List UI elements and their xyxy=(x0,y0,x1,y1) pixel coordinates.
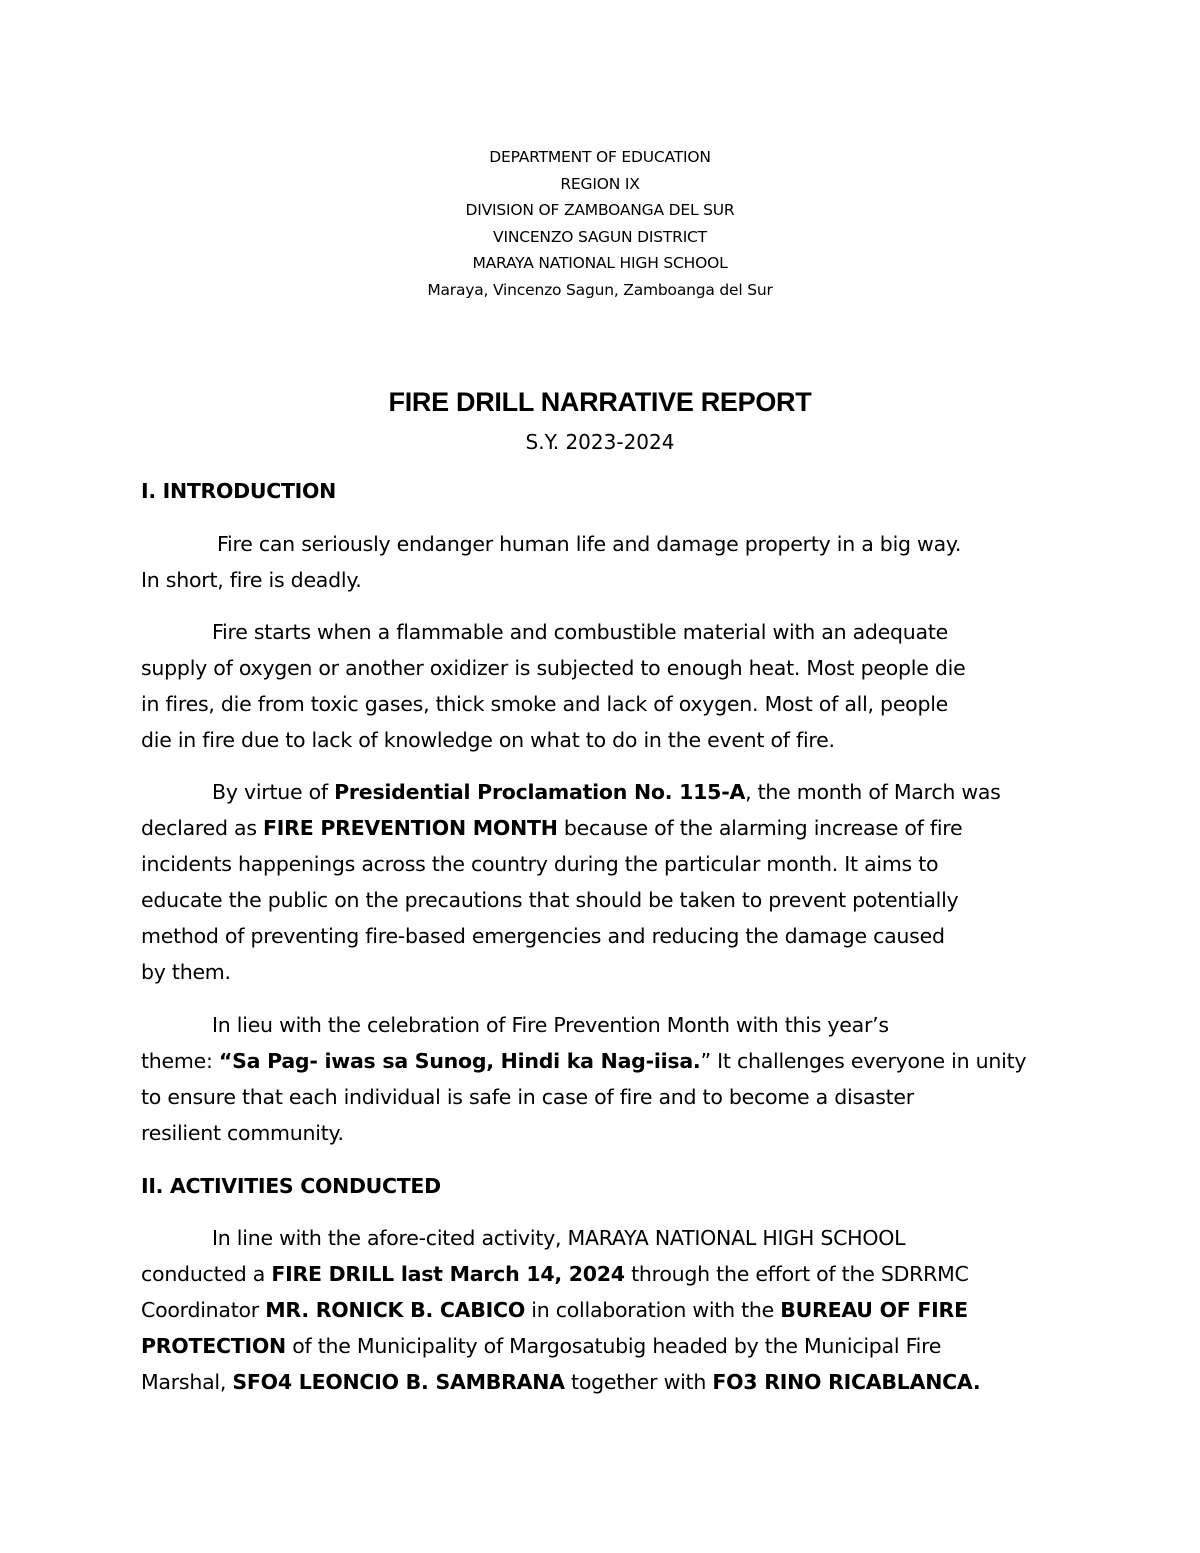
letterhead-district: VINCENZO SAGUN DISTRICT xyxy=(493,227,707,246)
text-line: Coordinator MR. RONICK B. CABICO in collaboration with the BUREAU OF FIRE xyxy=(141,1298,968,1322)
section-heading-introduction: I. INTRODUCTION xyxy=(141,479,336,503)
theme-quote: “Sa Pag- iwas sa Sunog, Hindi ka Nag-iisa. xyxy=(218,1049,701,1073)
bfp-name-part2: PROTECTION xyxy=(141,1334,286,1358)
text-line: By virtue of Presidential Proclamation No. 115-A, the month of March was xyxy=(212,780,1001,804)
text-line: conducted a FIRE DRILL last March 14, 2024 through the effort of the SDRRMC xyxy=(141,1262,969,1286)
proclamation-reference: Presidential Proclamation No. 115-A xyxy=(334,780,746,804)
text-line: educate the public on the precautions that should be taken to prevent potentially xyxy=(141,888,959,912)
text-line: In short, fire is deadly. xyxy=(141,568,362,592)
text-line: resilient community. xyxy=(141,1121,344,1145)
paragraph-intro-4 xyxy=(141,1007,1071,1151)
coordinator-name: MR. RONICK B. CABICO xyxy=(265,1298,526,1322)
letterhead-department: DEPARTMENT OF EDUCATION xyxy=(489,148,711,166)
letterhead xyxy=(0,144,1200,303)
school-year: S.Y. 2023-2024 xyxy=(525,430,675,454)
text-line: PROTECTION of the Municipality of Margosatubig headed by the Municipal Fire xyxy=(141,1334,942,1358)
letterhead-address: Maraya, Vincenzo Sagun, Zamboanga del Sur xyxy=(427,280,773,299)
fire-marshal-name: SFO4 LEONCIO B. SAMBRANA xyxy=(232,1370,565,1394)
text-line: method of preventing fire-based emergencies and reducing the damage caused xyxy=(141,924,945,948)
fire-officer-name: FO3 RINO RICABLANCA. xyxy=(712,1370,981,1394)
letterhead-division: DIVISION OF ZAMBOANGA DEL SUR xyxy=(465,201,735,219)
text-line: In lieu with the celebration of Fire Prevention Month with this year’s xyxy=(212,1013,889,1037)
text-line: supply of oxygen or another oxidizer is subjected to enough heat. Most people die xyxy=(141,656,966,680)
letterhead-region: REGION IX xyxy=(560,174,640,193)
text-line: to ensure that each individual is safe in case of fire and to become a disaster xyxy=(141,1085,914,1109)
text-line: Marshal, SFO4 LEONCIO B. SAMBRANA together with FO3 RINO RICABLANCA. xyxy=(141,1370,981,1394)
paragraph-intro-1 xyxy=(141,526,1071,598)
paragraph-intro-2 xyxy=(141,614,1071,758)
text-line: incidents happenings across the country during the particular month. It aims to xyxy=(141,852,939,876)
paragraph-activities-1 xyxy=(141,1220,1071,1400)
bfp-name-part1: BUREAU OF FIRE xyxy=(780,1298,968,1322)
fire-drill-date: FIRE DRILL last March 14, 2024 xyxy=(271,1262,625,1286)
section-heading-activities: II. ACTIVITIES CONDUCTED xyxy=(141,1174,441,1198)
text-line: by them. xyxy=(141,960,231,984)
text-line: In line with the afore-cited activity, MARAYA NATIONAL HIGH SCHOOL xyxy=(212,1226,906,1250)
letterhead-school: MARAYA NATIONAL HIGH SCHOOL xyxy=(472,254,728,272)
text-line: die in fire due to lack of knowledge on what to do in the event of fire. xyxy=(141,728,835,752)
fire-prevention-month: FIRE PREVENTION MONTH xyxy=(263,816,558,840)
text-line: declared as FIRE PREVENTION MONTH because of the alarming increase of fire xyxy=(141,816,963,840)
text-line: Fire starts when a flammable and combustible material with an adequate xyxy=(212,620,949,644)
text-line: theme: “Sa Pag- iwas sa Sunog, Hindi ka Nag-iisa.” It challenges everyone in unity xyxy=(141,1049,1027,1073)
report-title: FIRE DRILL NARRATIVE REPORT xyxy=(388,387,812,417)
text-line: in fires, die from toxic gases, thick smoke and lack of oxygen. Most of all, people xyxy=(141,692,949,716)
text-line: Fire can seriously endanger human life and damage property in a big way. xyxy=(217,532,962,556)
paragraph-intro-3 xyxy=(141,774,1071,990)
